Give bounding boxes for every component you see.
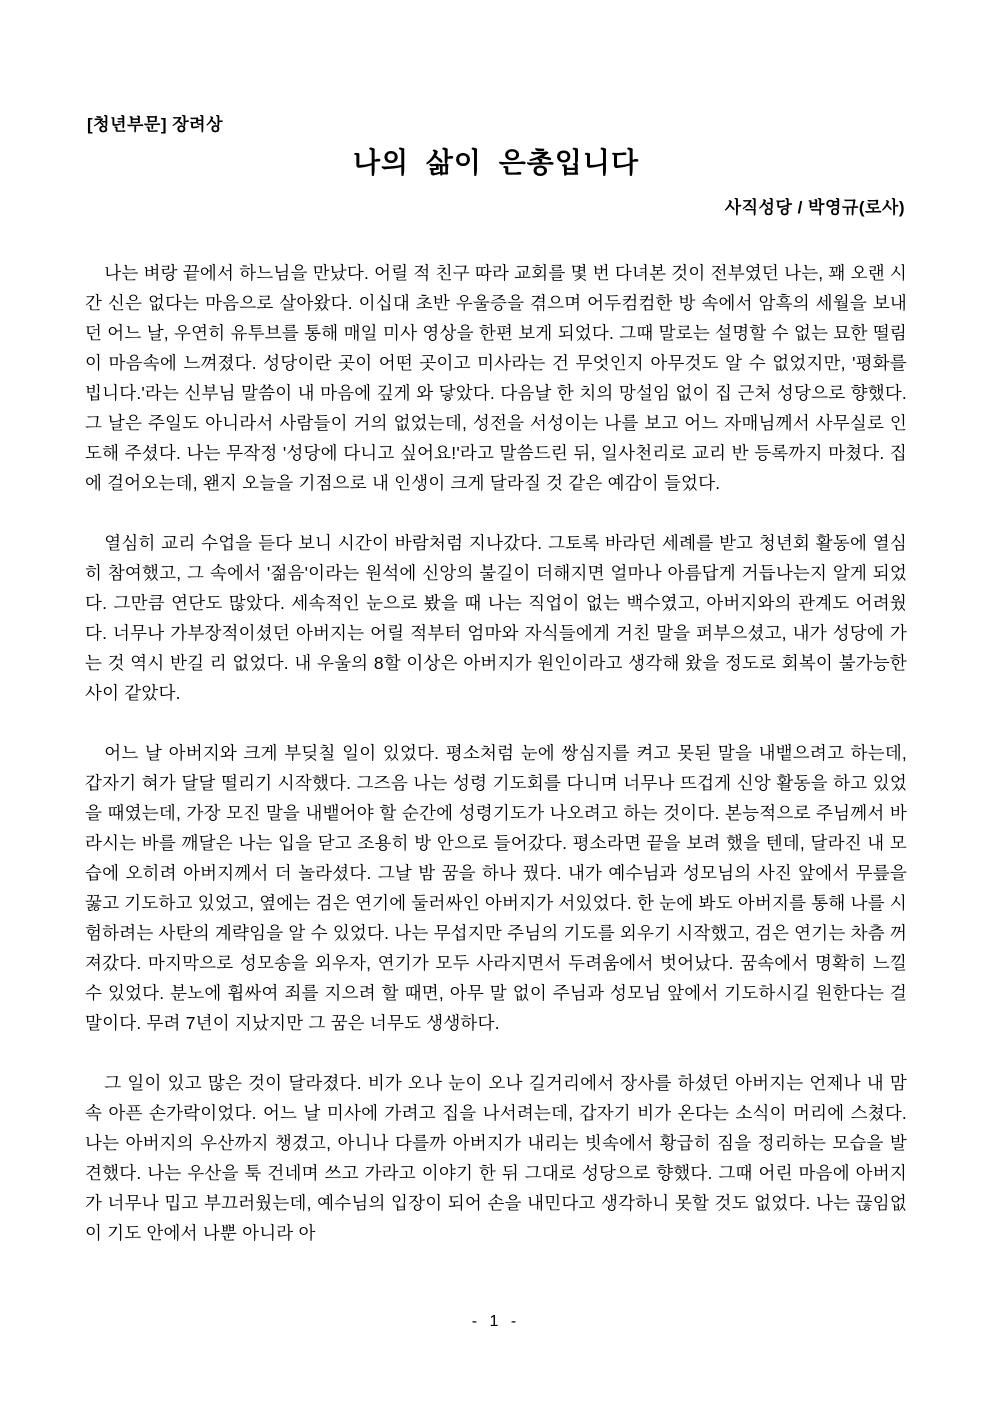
document-content xyxy=(85,110,907,1278)
essay-body xyxy=(85,258,907,1248)
award-category-label: [청년부문] 장려상 xyxy=(87,115,223,134)
page-number: - 1 - xyxy=(471,1313,521,1330)
document-title: 나의 삶이 은총입니다 xyxy=(353,147,639,178)
author-byline: 사직성당 / 박영규(로사) xyxy=(724,198,905,217)
body-paragraph: 어느 날 아버지와 크게 부딪칠 일이 있었다. 평소처럼 눈에 쌍심지를 켜고 못된 말을 내뱉으려고 하는데, 갑자기 혀가 달달 떨리기 시작했다. 그즈음 나는 성령 기도회를 다니며 너무나 뜨겁게 신앙 활동을 하고 있었을 때였는데, 가장 모진 말을 내뱉어야 할 순간에 성령기도가 나오려고 하는 것이다. 본능적으로 주님께서 바라시는 바를 깨달은 나는 입을 닫고 조용히 방 안으로 들어갔다. 평소라면 끝을 보려 했을 텐데, 달라진 내 모습에 오히려 아버지께서 더 놀라셨다. 그날 밤 꿈을 하나 꿨다. 내가 예수님과 성모님의 사진 앞에서 무릎을 꿇고 기도하고 있었고, 옆에는 검은 연기에 둘러싸인 아버지가 서있었다. 한 눈에 봐도 아버지를 통해 나를 시험하려는 사탄의 계략임을 알 수 있었다. 나는 무섭지만 주님의 기도를 외우기 시작했고, 검은 연기는 차츰 꺼져갔다. 마지막으로 성모송을 외우자, 연기가 모두 사라지면서 두려움에서 벗어났다. 꿈속에서 명확히 느낄 수 있었다. 분노에 휩싸여 죄를 지으려 할 때면, 아무 말 없이 주님과 성모님 앞에서 기도하시길 원한다는 걸 말이다. 무려 7년이 지났지만 그 꿈은 너무도 생생하다. xyxy=(85,743,907,1033)
body-paragraph: 그 일이 있고 많은 것이 달라졌다. 비가 오나 눈이 오나 길거리에서 장사를 하셨던 아버지는 언제나 내 맘 속 아픈 손가락이었다. 어느 날 미사에 가려고 집을 나서려는데, 갑자기 비가 온다는 소식이 머리에 스쳤다. 나는 아버지의 우산까지 챙겼고, 아니나 다를까 아버지가 내리는 빗속에서 황급히 짐을 정리하는 모습을 발견했다. 나는 우산을 툭 건네며 쓰고 가라고 이야기 한 뒤 그대로 성당으로 향했다. 그때 어린 마음에 아버지가 너무나 밉고 부끄러웠는데, 예수님의 입장이 되어 손을 내민다고 생각하니 못할 것도 없었다. 나는 끊임없이 기도 안에서 나뿐 아니라 아 xyxy=(85,1073,907,1243)
body-paragraph: 열심히 교리 수업을 듣다 보니 시간이 바람처럼 지나갔다. 그토록 바라던 세례를 받고 청년회 활동에 열심히 참여했고, 그 속에서 '젊음'이라는 원석에 신앙의 불길이 더해지면 얼마나 아름답게 거듭나는지 알게 되었다. 그만큼 연단도 많았다. 세속적인 눈으로 봤을 때 나는 직업이 없는 백수였고, 아버지와의 관계도 어려웠다. 너무나 가부장적이셨던 아버지는 어릴 적부터 엄마와 자식들에게 거친 말을 퍼부으셨고, 내가 성당에 가는 것 역시 반길 리 없었다. 내 우울의 8할 이상은 아버지가 원인이라고 생각해 왔을 정도로 회복이 불가능한 사이 같았다. xyxy=(85,533,907,703)
body-paragraph: 나는 벼랑 끝에서 하느님을 만났다. 어릴 적 친구 따라 교회를 몇 번 다녀본 것이 전부였던 나는, 꽤 오랜 시간 신은 없다는 마음으로 살아왔다. 이십대 초반 우울증을 겪으며 어두컴컴한 방 속에서 암흑의 세월을 보내던 어느 날, 우연히 유투브를 통해 매일 미사 영상을 한편 보게 되었다. 그때 말로는 설명할 수 없는 묘한 떨림이 마음속에 느껴졌다. 성당이란 곳이 어떤 곳이고 미사라는 건 무엇인지 아무것도 알 수 없었지만, '평화를 빕니다.'라는 신부님 말씀이 내 마음에 깊게 와 닿았다. 다음날 한 치의 망설임 없이 집 근처 성당으로 향했다. 그 날은 주일도 아니라서 사람들이 거의 없었는데, 성전을 서성이는 나를 보고 어느 자매님께서 사무실로 인도해 주셨다. 나는 무작정 '성당에 다니고 싶어요!'라고 말씀드린 뒤, 일사천리로 교리 반 등록까지 마쳤다. 집에 걸어오는데, 왠지 오늘을 기점으로 내 인생이 크게 달라질 것 같은 예감이 들었다. xyxy=(85,263,907,493)
